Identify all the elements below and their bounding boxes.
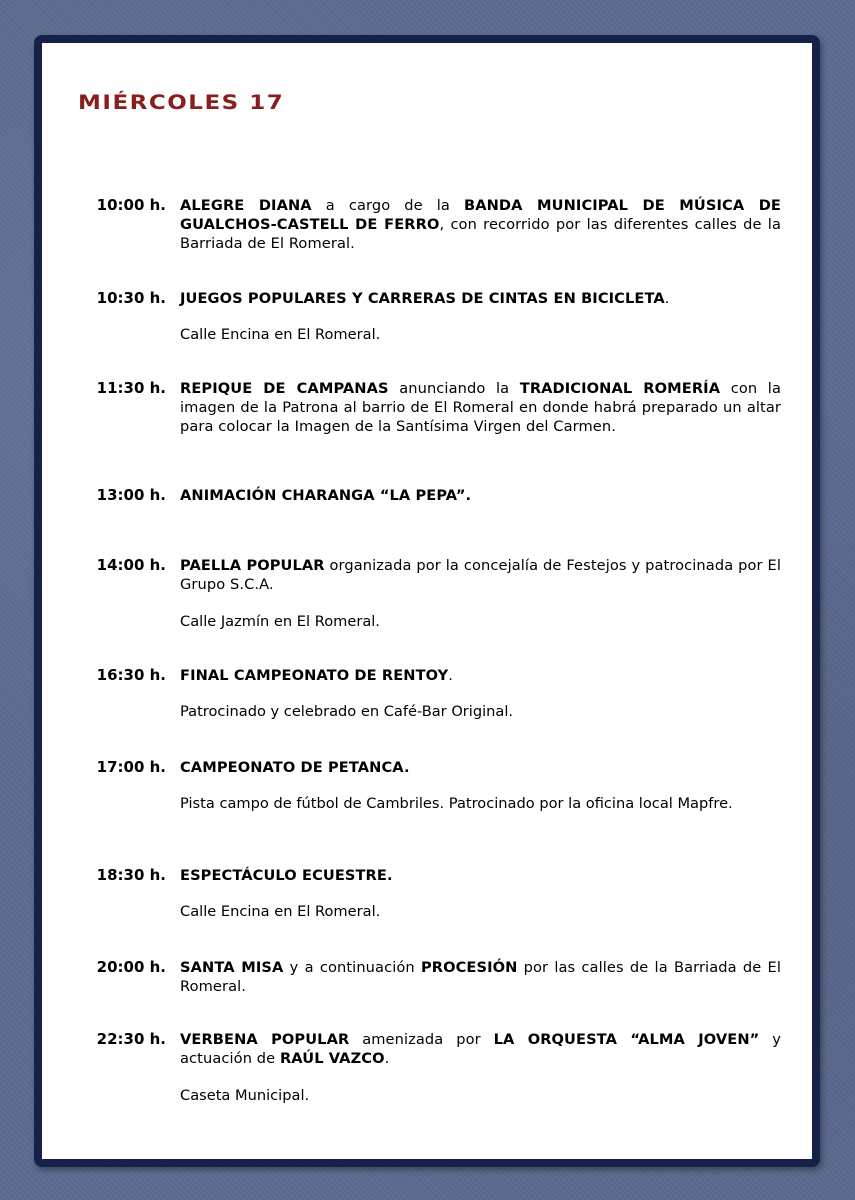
event-location-note: Pista campo de fútbol de Cambriles. Patrocinado por la oficina local Mapfre. — [180, 795, 733, 812]
event-location-note: Patrocinado y celebrado en Café-Bar Original. — [180, 703, 514, 720]
page-frame — [34, 35, 820, 1167]
event-description — [180, 958, 781, 996]
event-highlight: JUEGOS POPULARES Y CARRERAS DE CINTAS EN BICICLETA — [180, 290, 665, 307]
event-time: 18:30 h. — [96, 866, 166, 884]
event-highlight: TRADICIONAL ROMERÍA — [519, 380, 721, 397]
event-text: . — [448, 667, 454, 684]
event-text: anunciando la — [388, 380, 520, 397]
event-schedule — [42, 43, 812, 1159]
event-time: 20:00 h. — [96, 958, 166, 976]
event-highlight: PROCESIÓN — [420, 959, 518, 976]
event-time: 16:30 h. — [96, 666, 166, 684]
event-highlight: REPIQUE DE CAMPANAS — [180, 380, 389, 397]
event-description — [180, 758, 781, 777]
event-time: 10:00 h. — [96, 196, 166, 214]
event-location-note: Calle Encina en El Romeral. — [180, 326, 381, 343]
event-text: amenizada por — [349, 1031, 494, 1048]
event-description — [180, 866, 781, 885]
event-highlight: PAELLA POPULAR — [180, 557, 325, 574]
event-text: con la imagen de la Patrona al barrio de El Romeral en donde habrá preparado un altar para colocar la Imagen de la Santísima Virgen del Carmen. — [180, 380, 781, 435]
event-text: . — [384, 1050, 390, 1067]
event-text: organizada por la concejalía de Festejos y patrocinada por El Grupo S.C.A. — [180, 557, 781, 593]
event-highlight: RAÚL VAZCO — [279, 1050, 385, 1067]
event-location-note: Calle Encina en El Romeral. — [180, 903, 381, 920]
event-description — [180, 289, 781, 308]
event-location-note: Caseta Municipal. — [180, 1087, 310, 1104]
event-highlight: SANTA MISA — [180, 959, 284, 976]
event-description — [180, 1030, 781, 1068]
event-highlight: LA ORQUESTA “ALMA JOVEN” — [493, 1031, 760, 1048]
event-highlight: CAMPEONATO DE PETANCA. — [180, 759, 410, 776]
event-location-note: Calle Jazmín en El Romeral. — [180, 613, 380, 630]
day-title: MIÉRCOLES 17 — [78, 92, 285, 115]
event-highlight: BANDA MUNICIPAL DE MÚSICA DE GUALCHOS-CASTELL DE FERRO — [180, 197, 781, 233]
event-time: 11:30 h. — [96, 379, 166, 397]
event-text: , con recorrido por las diferentes calles de la Barriada de El Romeral. — [180, 216, 781, 252]
event-text: y a continuación — [283, 959, 421, 976]
event-time: 10:30 h. — [96, 289, 166, 307]
event-time: 22:30 h. — [96, 1030, 166, 1048]
event-time: 13:00 h. — [96, 486, 166, 504]
event-text: por las calles de la Barriada de El Romeral. — [180, 959, 781, 995]
event-text: y actuación de — [180, 1031, 781, 1067]
event-highlight: ESPECTÁCULO ECUESTRE. — [180, 867, 393, 884]
event-highlight: VERBENA POPULAR — [180, 1031, 350, 1048]
event-time: 17:00 h. — [96, 758, 166, 776]
event-time: 14:00 h. — [96, 556, 166, 574]
program-page — [42, 43, 812, 1159]
event-description — [180, 196, 781, 253]
event-text: a cargo de la — [311, 197, 464, 214]
event-description — [180, 486, 781, 505]
event-highlight: ANIMACIÓN CHARANGA “LA PEPA”. — [180, 487, 472, 504]
event-text: . — [664, 290, 670, 307]
event-description — [180, 379, 781, 436]
event-description — [180, 666, 781, 685]
event-description — [180, 556, 781, 594]
event-highlight: ALEGRE DIANA — [180, 197, 312, 214]
event-highlight: FINAL CAMPEONATO DE RENTOY — [180, 667, 449, 684]
